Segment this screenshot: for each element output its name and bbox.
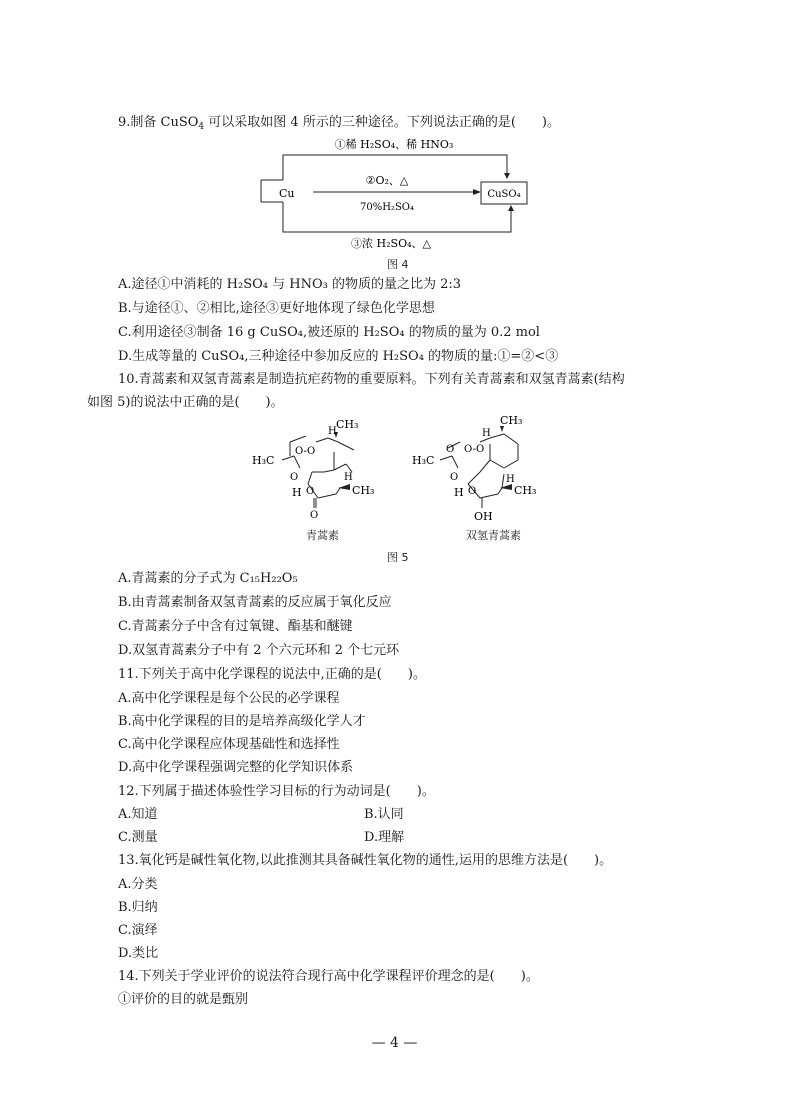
route3-label: ③浓 H₂SO₄、△ (351, 237, 431, 250)
q13-option-d: D.类比 (118, 946, 159, 961)
figure-4-caption: 图 4 (387, 258, 409, 271)
q11-option-d: D.高中化学课程强调完整的化学知识体系 (118, 760, 354, 775)
dihydroartemisinin-name: 双氢青蒿素 (466, 529, 521, 542)
q12-option-c: C.测量 (118, 830, 158, 845)
route2-top-label: ②O₂、△ (365, 174, 409, 187)
svg-text:O-O: O-O (295, 446, 316, 457)
svg-text:CH₃: CH₃ (500, 414, 523, 427)
q13-stem: 13.氧化钙是碱性氧化物,以此推测其具备碱性氧化物的通性,运用的思维方法是( )。 (118, 853, 613, 868)
svg-text:H₃C: H₃C (412, 454, 435, 467)
svg-text:CH₃: CH₃ (352, 484, 375, 497)
q10-stem-line1: 10.青蒿素和双氢青蒿素是制造抗疟药物的重要原料。下列有关青蒿素和双氢青蒿素(结构 (118, 372, 625, 387)
q14-item-1: ①评价的目的就是甄别 (118, 992, 249, 1007)
svg-text:H: H (344, 472, 353, 483)
q13-option-c: C.演绎 (118, 923, 158, 938)
q13-option-b: B.归纳 (118, 900, 158, 915)
q11-option-a: A.高中化学课程是每个公民的必学课程 (118, 691, 340, 706)
q9-option-b: B.与途径①、②相比,途径③更好地体现了绿色化学思想 (118, 301, 435, 316)
svg-text:H: H (454, 486, 464, 499)
route3-arrowhead (508, 205, 514, 211)
q10-option-a: A.青蒿素的分子式为 C₁₅H₂₂O₅ (118, 571, 298, 586)
svg-text:O-O: O-O (464, 444, 485, 455)
q9-option-a: A.途径①中消耗的 H₂SO₄ 与 HNO₃ 的物质的量之比为 2:3 (118, 277, 462, 292)
figure-4-diagram (255, 136, 545, 254)
svg-text:H₃C: H₃C (252, 454, 275, 467)
q12-option-b: B.认同 (364, 807, 404, 822)
svg-text:O: O (468, 486, 477, 497)
page-number: — 4 — (371, 1035, 418, 1051)
q11-option-b: B.高中化学课程的目的是培养高级化学人才 (118, 714, 366, 729)
figure-5-caption: 图 5 (387, 551, 409, 564)
svg-text:H: H (328, 426, 337, 437)
svg-text:H: H (292, 486, 302, 499)
q10-option-c: C.青蒿素分子中含有过氧键、酯基和醚键 (118, 619, 353, 634)
svg-text:H: H (482, 428, 491, 439)
svg-text:O: O (290, 472, 299, 483)
q11-stem: 11.下列关于高中化学课程的说法中,正确的是( )。 (118, 667, 426, 682)
svg-text:O: O (450, 472, 459, 483)
q14-stem: 14.下列关于学业评价的说法符合现行高中化学课程评价理念的是( )。 (118, 969, 539, 984)
svg-text:CH₃: CH₃ (336, 418, 359, 431)
svg-text:O: O (306, 486, 315, 497)
route1-label: ①稀 H₂SO₄、稀 HNO₃ (334, 138, 454, 151)
q10-option-d: D.双氢青蒿素分子中有 2 个六元环和 2 个七元环 (118, 643, 400, 658)
q9-option-d: D.生成等量的 CuSO₄,三种途径中参加反应的 H₂SO₄ 的物质的量:①=②<③ (118, 349, 559, 364)
route1-arrowhead (504, 173, 510, 179)
q12-option-a: A.知道 (118, 807, 158, 822)
route2-arrowhead (473, 189, 481, 195)
artemisinin-name: 青蒿素 (306, 529, 339, 542)
q11-option-c: C.高中化学课程应体现基础性和选择性 (118, 737, 340, 752)
artemisinin-structure (250, 412, 390, 524)
svg-text:O: O (446, 444, 455, 455)
q10-option-b: B.由青蒿素制备双氢青蒿素的反应属于氧化反应 (118, 595, 392, 610)
svg-text:O: O (310, 510, 319, 521)
cu-label: Cu (279, 187, 295, 200)
q10-stem-line2: 如图 5)的说法中正确的是( )。 (87, 395, 284, 410)
svg-text:OH: OH (474, 510, 493, 523)
dihydroartemisinin-structure (410, 412, 550, 524)
q9-option-c: C.利用途径③制备 16 g CuSO₄,被还原的 H₂SO₄ 的物质的量为 0.2 mol (118, 325, 540, 340)
q13-option-a: A.分类 (118, 877, 158, 892)
svg-text:CH₃: CH₃ (514, 484, 537, 497)
svg-text:H: H (506, 474, 515, 485)
cuso4-label: CuSO₄ (487, 189, 521, 200)
q9-stem: 9.制备 CuSO$_4$ 可以采取如图 4 所示的三种途径。下列说法正确的是( )。 (118, 115, 560, 132)
q12-stem: 12.下列属于描述体验性学习目标的行为动词是( )。 (118, 784, 435, 799)
q12-option-d: D.理解 (364, 830, 405, 845)
route2-bottom-label: 70%H₂SO₄ (359, 202, 415, 213)
